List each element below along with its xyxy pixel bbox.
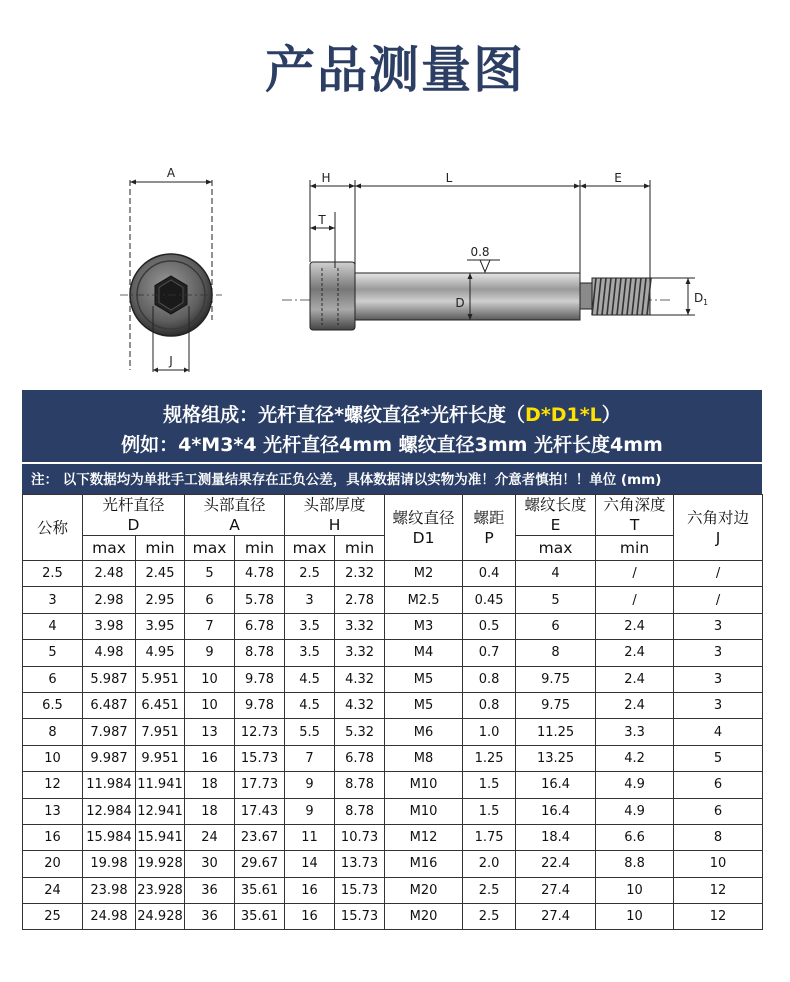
table-row <box>23 772 763 798</box>
table-cell: 24 <box>185 824 235 850</box>
table-cell: 3 <box>674 692 763 718</box>
table-cell: 7.951 <box>136 719 185 745</box>
dim-label-l: L <box>445 171 453 185</box>
table-cell: 15.73 <box>335 904 385 930</box>
table-cell: M2.5 <box>385 587 463 613</box>
table-cell: 2.5 <box>463 877 516 903</box>
subheader-min: min <box>596 536 674 561</box>
table-cell: 4.98 <box>83 640 136 666</box>
table-cell: 6 <box>185 587 235 613</box>
spec-example-line: 例如：4*M3*4 光杆直径4mm 螺纹直径3mm 光杆长度4mm <box>121 434 663 456</box>
table-cell: 4.9 <box>596 772 674 798</box>
table-cell: M4 <box>385 640 463 666</box>
table-cell: M8 <box>385 745 463 771</box>
table-cell: 10 <box>596 904 674 930</box>
table-cell: 15.73 <box>235 745 285 771</box>
table-cell: 2.45 <box>136 561 185 587</box>
table-cell: 2.4 <box>596 692 674 718</box>
table-cell: 3 <box>674 640 763 666</box>
table-cell: 2.0 <box>463 851 516 877</box>
table-row <box>23 613 763 639</box>
table-cell: 13 <box>23 798 83 824</box>
table-cell: 35.61 <box>235 904 285 930</box>
table-cell: 10.73 <box>335 824 385 850</box>
table-cell: 3.5 <box>285 613 335 639</box>
table-cell: 5.987 <box>83 666 136 692</box>
table-cell: M10 <box>385 798 463 824</box>
table-cell: 5.5 <box>285 719 335 745</box>
table-cell: 29.67 <box>235 851 285 877</box>
table-cell: 9.987 <box>83 745 136 771</box>
dim-label-a: A <box>166 166 176 180</box>
table-cell: 4.32 <box>335 666 385 692</box>
table-cell: 12.73 <box>235 719 285 745</box>
spec-table <box>22 494 763 930</box>
table-cell: M6 <box>385 719 463 745</box>
table-cell: 3.32 <box>335 613 385 639</box>
table-cell: 27.4 <box>516 877 596 903</box>
table-cell: / <box>596 561 674 587</box>
table-cell: 3 <box>674 613 763 639</box>
table-cell: M16 <box>385 851 463 877</box>
table-cell: 3.98 <box>83 613 136 639</box>
table-cell: 2.98 <box>83 587 136 613</box>
subheader-min: min <box>335 536 385 561</box>
spec-format-suffix: ） <box>601 404 621 426</box>
table-cell: 16 <box>185 745 235 771</box>
table-cell: 25 <box>23 904 83 930</box>
table-cell: 16.4 <box>516 798 596 824</box>
header-thread-diameter: 螺纹直径 D1 <box>385 495 463 561</box>
table-cell: M20 <box>385 904 463 930</box>
table-cell: 2.5 <box>463 904 516 930</box>
table-cell: 9 <box>285 772 335 798</box>
table-cell: 4 <box>23 613 83 639</box>
table-cell: 1.5 <box>463 798 516 824</box>
table-cell: 11.941 <box>136 772 185 798</box>
table-cell: M12 <box>385 824 463 850</box>
table-cell: 22.4 <box>516 851 596 877</box>
table-cell: 15.941 <box>136 824 185 850</box>
table-cell: 1.5 <box>463 772 516 798</box>
table-row <box>23 692 763 718</box>
table-cell: M2 <box>385 561 463 587</box>
table-cell: 6 <box>516 613 596 639</box>
table-cell: 0.4 <box>463 561 516 587</box>
table-cell: 13.25 <box>516 745 596 771</box>
table-cell: M5 <box>385 666 463 692</box>
table-cell: 10 <box>185 692 235 718</box>
table-row <box>23 719 763 745</box>
table-row <box>23 851 763 877</box>
table-cell: 10 <box>674 851 763 877</box>
table-cell: 1.0 <box>463 719 516 745</box>
table-cell: 8 <box>23 719 83 745</box>
table-cell: 4.9 <box>596 798 674 824</box>
table-cell: 5 <box>185 561 235 587</box>
table-cell: 4.95 <box>136 640 185 666</box>
header-nominal: 公称 <box>23 495 83 561</box>
table-cell: 0.5 <box>463 613 516 639</box>
spec-format-text: 规格组成：光杆直径*螺纹直径*光杆长度（ <box>163 404 526 426</box>
table-cell: 2.5 <box>23 561 83 587</box>
table-cell: 16 <box>285 904 335 930</box>
header-hex-across-flats: 六角对边 J <box>674 495 763 561</box>
table-cell: 24.98 <box>83 904 136 930</box>
table-cell: 4.32 <box>335 692 385 718</box>
table-cell: 7 <box>185 613 235 639</box>
table-cell: / <box>674 587 763 613</box>
spec-format-highlight: D*D1*L <box>525 404 602 426</box>
table-cell: 23.67 <box>235 824 285 850</box>
table-cell: 15.73 <box>335 877 385 903</box>
header-pitch: 螺距 P <box>463 495 516 561</box>
subheader-max: max <box>516 536 596 561</box>
table-cell: 16 <box>23 824 83 850</box>
table-cell: M3 <box>385 613 463 639</box>
table-header-row <box>23 495 763 536</box>
table-cell: 5 <box>23 640 83 666</box>
table-cell: 5.78 <box>235 587 285 613</box>
table-row <box>23 587 763 613</box>
table-cell: 0.8 <box>463 666 516 692</box>
table-cell: 1.75 <box>463 824 516 850</box>
table-cell: 14 <box>285 851 335 877</box>
tolerance-note: 注： 以下数据均为单批手工测量结果存在正负公差，具体数据请以实物为准！介意者慎拍！！单位 (mm) <box>22 462 762 494</box>
table-cell: 3.5 <box>285 640 335 666</box>
table-cell: 24 <box>23 877 83 903</box>
table-cell: 4.5 <box>285 666 335 692</box>
header-shaft-diameter: 光杆直径 D <box>83 495 185 536</box>
table-cell: 7.987 <box>83 719 136 745</box>
table-row <box>23 561 763 587</box>
table-cell: 7 <box>285 745 335 771</box>
dim-label-e: E <box>614 171 622 185</box>
table-cell: 10 <box>185 666 235 692</box>
dim-label-j: J <box>169 354 173 368</box>
table-cell: 12 <box>674 904 763 930</box>
subheader-min: min <box>136 536 185 561</box>
subheader-min: min <box>235 536 285 561</box>
table-cell: 6.6 <box>596 824 674 850</box>
table-cell: 4.2 <box>596 745 674 771</box>
table-cell: 6.78 <box>235 613 285 639</box>
spec-format-banner <box>22 390 762 462</box>
table-cell: 2.95 <box>136 587 185 613</box>
table-cell: 19.98 <box>83 851 136 877</box>
table-cell: M10 <box>385 772 463 798</box>
page-title: 产品测量图 <box>265 41 525 99</box>
table-cell: 8.8 <box>596 851 674 877</box>
dim-label-d1: D <box>694 291 704 305</box>
table-cell: 2.4 <box>596 613 674 639</box>
table-cell: 2.78 <box>335 587 385 613</box>
table-cell: 17.73 <box>235 772 285 798</box>
table-cell: 2.4 <box>596 640 674 666</box>
surface-finish-label: 0.8 <box>470 245 490 259</box>
table-cell: 2.5 <box>285 561 335 587</box>
table-cell: 11.25 <box>516 719 596 745</box>
table-cell: 12 <box>23 772 83 798</box>
table-cell: 0.7 <box>463 640 516 666</box>
dim-label-d1-sub: 1 <box>703 298 709 307</box>
table-cell: 3.3 <box>596 719 674 745</box>
table-cell: 2.48 <box>83 561 136 587</box>
table-cell: 30 <box>185 851 235 877</box>
table-cell: 8.78 <box>335 772 385 798</box>
table-cell: 24.928 <box>136 904 185 930</box>
table-cell: 3.32 <box>335 640 385 666</box>
table-cell: 5 <box>516 587 596 613</box>
subheader-max: max <box>185 536 235 561</box>
thread-section <box>592 278 651 315</box>
table-cell: 6 <box>674 772 763 798</box>
table-cell: 10 <box>23 745 83 771</box>
table-cell: 18 <box>185 772 235 798</box>
side-profile-view <box>282 171 708 330</box>
table-cell: 36 <box>185 877 235 903</box>
screw-dimension-diagram <box>0 150 790 385</box>
table-cell: 8 <box>674 824 763 850</box>
table-row <box>23 904 763 930</box>
table-cell: 23.98 <box>83 877 136 903</box>
table-cell: 6.451 <box>136 692 185 718</box>
table-cell: 17.43 <box>235 798 285 824</box>
table-row <box>23 666 763 692</box>
table-cell: 8 <box>516 640 596 666</box>
spec-format-line <box>22 400 762 427</box>
table-cell: 20 <box>23 851 83 877</box>
table-cell: 9.951 <box>136 745 185 771</box>
table-cell: 13.73 <box>335 851 385 877</box>
subheader-max: max <box>285 536 335 561</box>
table-cell: 3 <box>285 587 335 613</box>
table-cell: 6.5 <box>23 692 83 718</box>
table-row <box>23 824 763 850</box>
table-row <box>23 745 763 771</box>
header-hex-depth: 六角深度 T <box>596 495 674 536</box>
table-cell: M5 <box>385 692 463 718</box>
table-cell: 4.5 <box>285 692 335 718</box>
table-cell: 9 <box>185 640 235 666</box>
header-thread-length: 螺纹长度 E <box>516 495 596 536</box>
table-cell: 18 <box>185 798 235 824</box>
table-cell: 19.928 <box>136 851 185 877</box>
table-cell: 12.984 <box>83 798 136 824</box>
table-cell: 13 <box>185 719 235 745</box>
table-row <box>23 798 763 824</box>
table-cell: 23.928 <box>136 877 185 903</box>
table-cell: 35.61 <box>235 877 285 903</box>
table-cell: 4.78 <box>235 561 285 587</box>
header-head-diameter: 头部直径 A <box>185 495 285 536</box>
table-cell: 6 <box>674 798 763 824</box>
table-cell: 6 <box>23 666 83 692</box>
table-cell: 12 <box>674 877 763 903</box>
table-cell: 36 <box>185 904 235 930</box>
table-cell: 9.75 <box>516 692 596 718</box>
table-cell: 27.4 <box>516 904 596 930</box>
table-cell: / <box>596 587 674 613</box>
table-cell: 9.78 <box>235 692 285 718</box>
table-cell: 18.4 <box>516 824 596 850</box>
table-cell: 6.487 <box>83 692 136 718</box>
subheader-max: max <box>83 536 136 561</box>
table-row <box>23 640 763 666</box>
table-cell: 8.78 <box>235 640 285 666</box>
table-cell: 4 <box>516 561 596 587</box>
table-cell: 3.95 <box>136 613 185 639</box>
table-cell: 11 <box>285 824 335 850</box>
table-cell: 9 <box>285 798 335 824</box>
table-cell: 6.78 <box>335 745 385 771</box>
table-cell: 9.75 <box>516 666 596 692</box>
dim-label-h: H <box>321 171 331 185</box>
table-cell: 2.32 <box>335 561 385 587</box>
head-end-view <box>120 166 222 373</box>
table-cell: 5.32 <box>335 719 385 745</box>
table-cell: 4 <box>674 719 763 745</box>
table-cell: / <box>674 561 763 587</box>
dim-label-t: T <box>318 213 326 227</box>
table-cell: 3 <box>674 666 763 692</box>
table-cell: 5 <box>674 745 763 771</box>
table-row <box>23 877 763 903</box>
table-cell: 0.8 <box>463 692 516 718</box>
table-cell: 11.984 <box>83 772 136 798</box>
table-cell: 1.25 <box>463 745 516 771</box>
table-cell: 5.951 <box>136 666 185 692</box>
table-cell: 10 <box>596 877 674 903</box>
table-cell: 2.4 <box>596 666 674 692</box>
table-cell: M20 <box>385 877 463 903</box>
header-head-height: 头部厚度 H <box>285 495 385 536</box>
table-cell: 0.45 <box>463 587 516 613</box>
table-cell: 3 <box>23 587 83 613</box>
dim-label-d: D <box>455 296 465 310</box>
table-cell: 16 <box>285 877 335 903</box>
table-cell: 8.78 <box>335 798 385 824</box>
table-cell: 16.4 <box>516 772 596 798</box>
table-cell: 9.78 <box>235 666 285 692</box>
table-cell: 15.984 <box>83 824 136 850</box>
table-cell: 12.941 <box>136 798 185 824</box>
